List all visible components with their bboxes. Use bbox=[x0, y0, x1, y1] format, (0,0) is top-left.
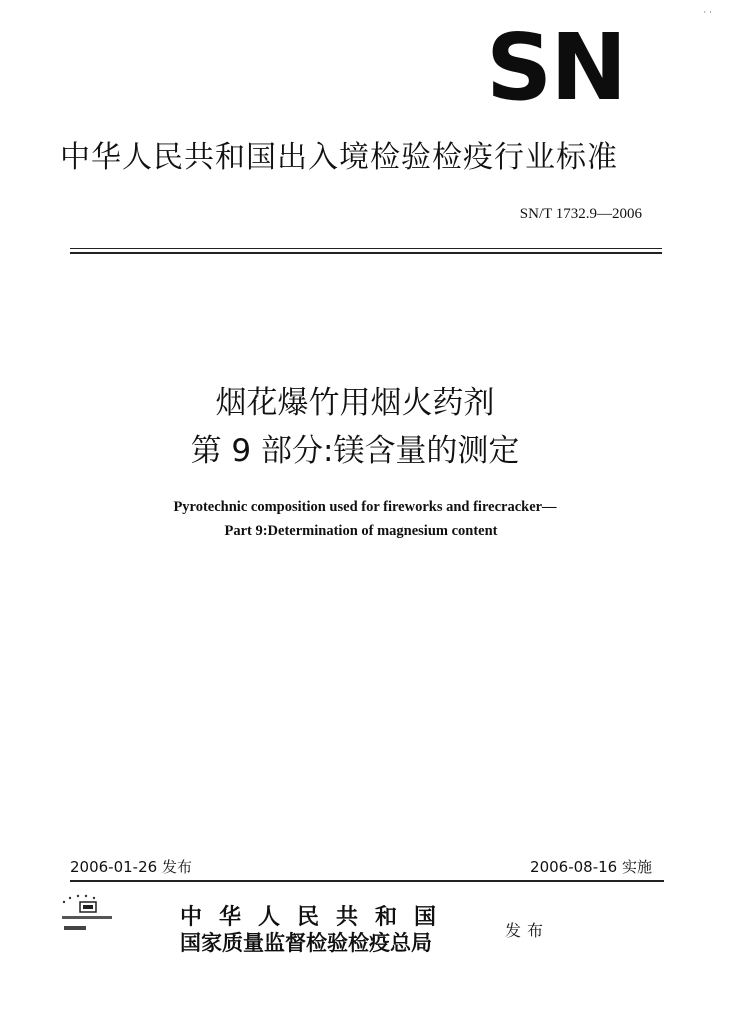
standard-number: SN/T 1732.9—2006 bbox=[519, 206, 642, 222]
corner-mark: · · bbox=[703, 8, 712, 18]
issuer-line-2: 国家质量监督检验检疫总局 bbox=[180, 930, 432, 955]
effective-date: 2006-08-16 实施 bbox=[530, 858, 652, 876]
publish-label: 发布 bbox=[505, 921, 550, 940]
footer-divider bbox=[70, 880, 664, 882]
english-title-line-1: Pyrotechnic composition used for fireworks and firecracker— bbox=[173, 499, 557, 515]
header-divider-thin bbox=[70, 248, 662, 249]
chinese-title-line-2: 第 9 部分:镁含量的测定 bbox=[190, 433, 520, 469]
english-title-line-2: Part 9:Determination of magnesium content bbox=[224, 523, 498, 539]
issue-date: 2006-01-26 发布 bbox=[70, 858, 192, 876]
header-divider-thick bbox=[70, 252, 662, 254]
publisher-seal-icon bbox=[58, 892, 118, 938]
sn-logo: SN bbox=[486, 14, 626, 121]
agency-title: 中华人民共和国出入境检验检疫行业标准 bbox=[60, 140, 618, 175]
issuer-line-1: 中华人民共和国 bbox=[180, 904, 454, 930]
chinese-title-line-1: 烟花爆竹用烟火药剂 bbox=[215, 385, 495, 421]
